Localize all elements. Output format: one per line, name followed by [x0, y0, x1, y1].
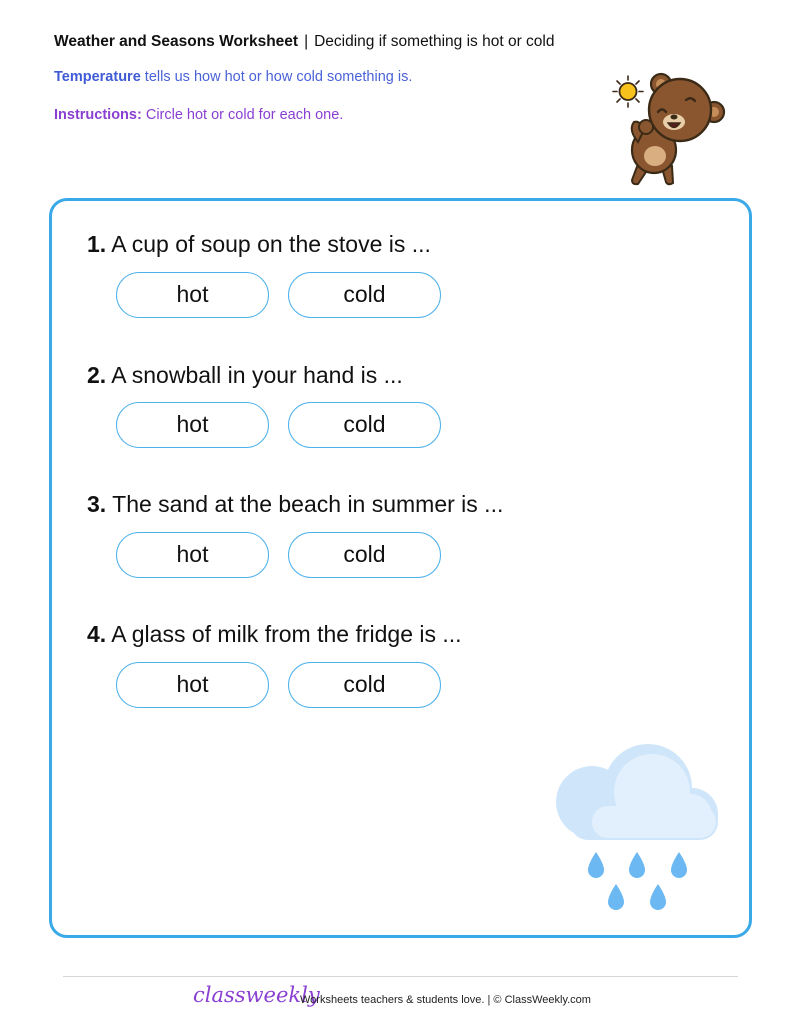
worksheet-title: Weather and Seasons Worksheet [54, 33, 299, 50]
instructions-label: Instructions: [54, 107, 142, 123]
footer-tagline: Worksheets teachers & students love. | © ClassWeekly.com [300, 994, 591, 1006]
question-4 [87, 621, 462, 648]
sun-icon [613, 76, 643, 107]
classweekly-logo: classweekly [193, 983, 320, 1007]
q2-hot-option[interactable]: hot [116, 402, 269, 448]
q4-cold-option[interactable]: cold [288, 662, 441, 708]
temperature-definition [54, 69, 412, 85]
question-text: A glass of milk from the fridge is ... [106, 621, 462, 647]
bear-with-sun-icon [608, 72, 733, 190]
q4-hot-option[interactable]: hot [116, 662, 269, 708]
question-1 [87, 231, 431, 258]
q3-cold-option[interactable]: cold [288, 532, 441, 578]
temperature-text: tells us how hot or how cold something is. [140, 69, 413, 85]
question-number: 2. [87, 362, 107, 388]
worksheet-header [54, 33, 554, 51]
question-number: 3. [87, 491, 107, 517]
question-number: 1. [87, 231, 107, 257]
q1-hot-option[interactable]: hot [116, 272, 269, 318]
question-3 [87, 491, 503, 518]
q3-hot-option[interactable]: hot [116, 532, 269, 578]
header-separator: | [304, 33, 309, 50]
footer-divider [63, 976, 738, 977]
question-2 [87, 362, 403, 389]
q1-cold-option[interactable]: cold [288, 272, 441, 318]
question-text: A snowball in your hand is ... [106, 362, 403, 388]
question-number: 4. [87, 621, 107, 647]
instructions-text: Circle hot or cold for each one. [141, 107, 344, 123]
q2-cold-option[interactable]: cold [288, 402, 441, 448]
question-text: The sand at the beach in summer is ... [106, 491, 504, 517]
worksheet-subtitle: Deciding if something is hot or cold [314, 33, 555, 50]
temperature-term: Temperature [54, 69, 141, 85]
question-text: A cup of soup on the stove is ... [106, 231, 431, 257]
rain-cloud-icon [552, 742, 724, 917]
instructions [54, 107, 343, 123]
